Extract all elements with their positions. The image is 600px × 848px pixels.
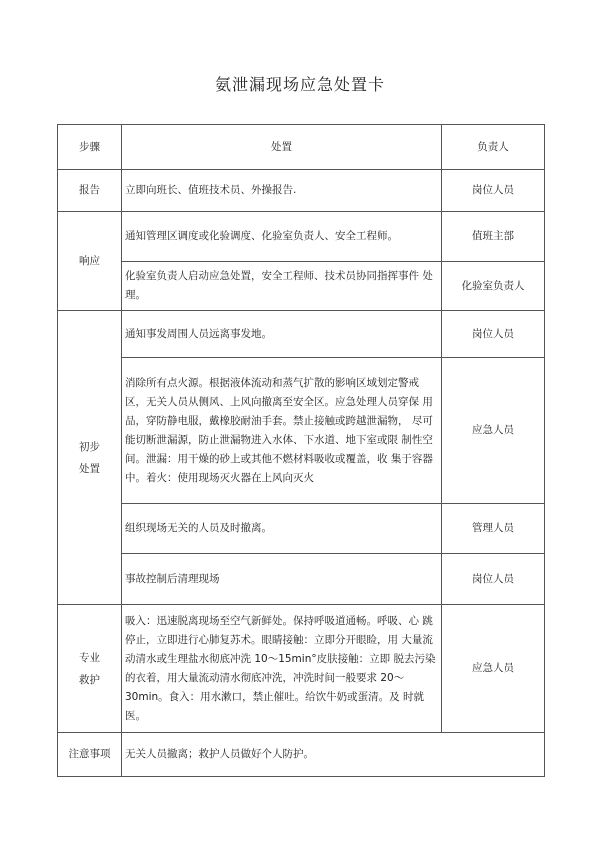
action-cell: 组织现场无关的人员及时撤离。 [122,504,442,554]
action-cell: 通知管理区调度或化验调度、化验室负责人、安全工程师。 [122,212,442,262]
header-step: 步骤 [58,125,122,170]
step-cell-report: 报告 [58,170,122,212]
table-row [58,554,545,605]
emergency-procedure-table [57,124,545,777]
action-cell: 事故控制后清理现场 [122,554,442,605]
table-row [58,504,545,554]
action-cell: 消除所有点火源。根据液体流动和蒸气扩散的影响区域划定警戒 区，无关人员从侧风、上风向撤离至安全区。应急处理人员穿保 用品，穿防静电服，戴橡胶耐油手套。禁止接触或跨越泄漏物， 尽可能切断泄漏源，防止泄漏物进入水体、下水道、地下室或限 制性空间。泄漏：用干燥的砂上或其他不燃材料吸收或覆盖，收 集于容器中。着火：使用现场灭火器在上风向灭火 [122,358,442,504]
responsible-cell: 应急人员 [442,358,545,504]
table-row [58,605,545,733]
responsible-cell: 管理人员 [442,504,545,554]
responsible-cell: 值班主部 [442,212,545,262]
step-label: 专业救护 [79,651,100,686]
action-cell: 立即向班长、值班技术员、外操报告. [122,170,442,212]
header-responsible: 负责人 [442,125,545,170]
step-cell-professional-rescue [58,605,122,733]
header-action: 处置 [122,125,442,170]
table-row [58,358,545,504]
table-row [58,733,545,777]
responsible-cell: 岗位人员 [442,170,545,212]
responsible-cell: 化验室负责人 [442,262,545,311]
action-cell: 吸入：迅速脱离现场至空气新鲜处。保持呼吸道通畅。呼吸、心 跳停止，立即进行心肺复苏术。眼睛接触：立即分开眼睑，用 大量流动清水或生理盐水彻底冲洗 10〜15min°皮肤接触：立即 脱去污染的衣着，用大量流动清水彻底冲洗，冲洗时间一般要求 20〜30min。食入：用水漱口，禁止催吐。给饮牛奶或蛋清。及 时就医。 [122,605,442,733]
responsible-cell: 应急人员 [442,605,545,733]
action-cell: 化验室负责人启动应急处置，安全工程师、技术员协同指挥事件 处理。 [122,262,442,311]
action-cell: 通知事发周围人员远离事发地。 [122,311,442,358]
table-row [58,212,545,262]
responsible-cell: 岗位人员 [442,554,545,605]
responsible-cell: 岗位人员 [442,311,545,358]
step-label: 初步处置 [79,440,100,475]
step-cell-response: 响应 [58,212,122,311]
table-header-row [58,125,545,170]
table-row [58,311,545,358]
action-cell: 无关人员撤离；救护人员做好个人防护。 [122,733,545,777]
table-row [58,170,545,212]
step-cell-notes: 注意事项 [58,733,122,777]
step-cell-initial-handling [58,311,122,605]
table-row [58,262,545,311]
document-title: 氨泄漏现场应急处置卡 [214,75,385,94]
